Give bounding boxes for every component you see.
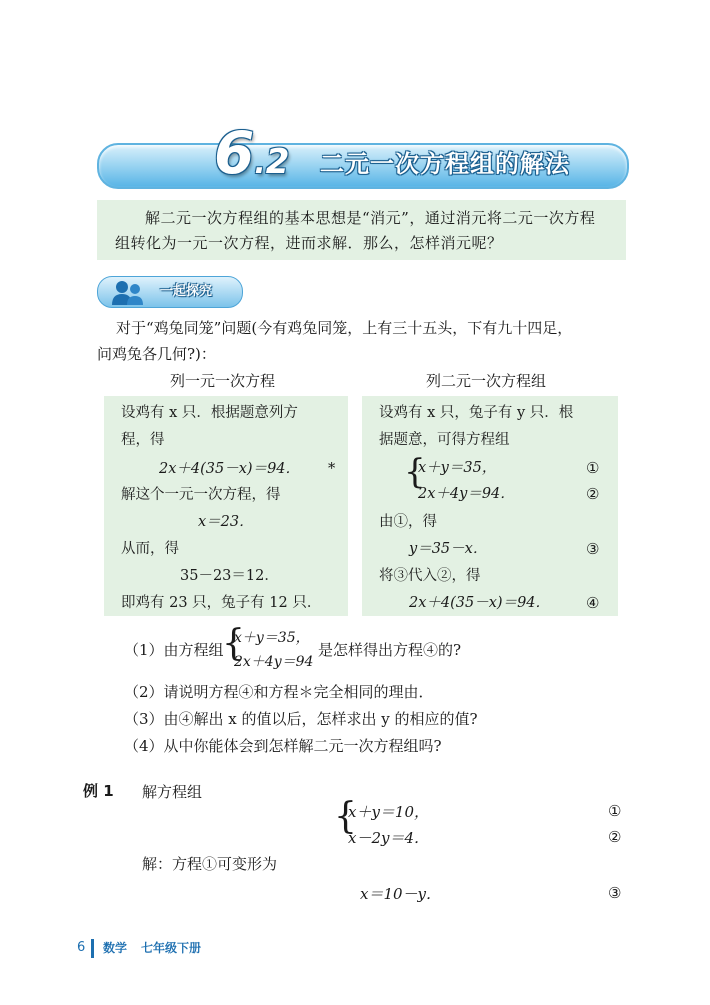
problem-line-2: 问鸡兔各几何?)： [97,345,216,363]
intro-box [97,200,626,260]
right-line-1b: 据题意，可得方程组 [379,432,510,448]
left-equation-3: 35－23＝12． [180,568,279,584]
page-number: 6 [77,940,86,955]
footer-book-info [103,939,215,957]
example-brace: { [334,796,357,837]
intro-text: 解二元一次方程组的基本思想是“消元”，通过消元将二元一次方程组转化为一元一次方程，进而求解．那么，怎样消元呢？ [115,209,596,252]
left-equation-1: 2x＋4(35－x)＝94． [159,461,301,477]
question-1-system-bottom: 2x＋4y＝94 [234,654,314,670]
right-equation-sub: 2x＋4(35－x)＝94． [409,595,551,611]
left-equation-2: x＝23． [198,514,254,530]
example-system-bottom: x－2y＝4． [348,829,430,847]
section-title: 二元一次方程组的解法 [320,150,570,178]
question-2: （2）请说明方程④和方程＊完全相同的理由． [124,683,434,701]
explore-badge [97,276,243,308]
left-line-1a: 设鸡有 x 只．根据题意列方 [121,405,298,421]
example-title: 解方程组 [142,783,203,801]
left-line-5: 从而，得 [121,541,179,557]
left-line-7: 即鸡有 23 只，兔子有 12 只． [121,595,322,611]
right-line-1a: 设鸡有 x 只，兔子有 y 只．根 [379,405,574,421]
marker-3: ③ [586,540,600,558]
example-marker-2: ② [608,828,622,846]
question-1-system-top: x＋y＝35， [234,630,310,646]
solution-equation: x＝10－y． [360,885,442,903]
left-line-1b: 程，得 [121,432,165,448]
section-number-sub: 2 [265,142,290,182]
marker-1: ① [586,459,600,477]
question-1-prefix: （1）由方程组 [124,641,224,659]
question-3: （3）由④解出 x 的值以后，怎样求出 y 的相应的值? [124,710,478,728]
right-line-6: 将③代入②，得 [379,568,481,584]
left-heading: 列一元一次方程 [170,372,276,390]
question-4: （4）从中你能体会到怎样解二元一次方程组吗? [124,737,442,755]
example-system-top: x＋y＝10， [348,803,430,821]
example-marker-1: ① [608,802,622,820]
solution-intro: 解：方程①可变形为 [142,855,278,873]
explore-label: 一起探究 [160,284,213,299]
right-system-top: x＋y＝35， [418,460,497,476]
marker-2: ② [586,485,600,503]
marker-4: ④ [586,594,600,612]
left-line-3: 解这个一元一次方程，得 [121,487,281,503]
right-equation-y: y＝35－x． [409,541,488,557]
right-heading: 列二元一次方程组 [426,372,547,390]
system-brace: { [404,452,426,492]
star-mark: * [328,461,336,477]
footer-grade: 七年级下册 [141,941,202,955]
right-system-bottom: 2x＋4y＝94． [418,486,515,502]
one-variable-box [104,396,348,616]
question-1-brace: { [222,623,245,664]
problem-line-1: 对于“鸡兔同笼”问题(今有鸡兔同笼，上有三十五头，下有九十四足， [116,319,573,337]
example-tag: 例 1 [83,782,114,800]
section-number-dot: . [254,146,266,181]
right-line-4: 由①，得 [379,514,437,530]
question-1-suffix: 是怎样得出方程④的? [318,641,462,659]
footer-divider [91,939,94,958]
people-icon [110,279,146,305]
two-variable-box [362,396,618,616]
section-number-main: 6 [214,119,255,187]
example-marker-3: ③ [608,884,622,902]
footer-subject: 数学 [103,941,128,955]
section-number [214,118,289,188]
